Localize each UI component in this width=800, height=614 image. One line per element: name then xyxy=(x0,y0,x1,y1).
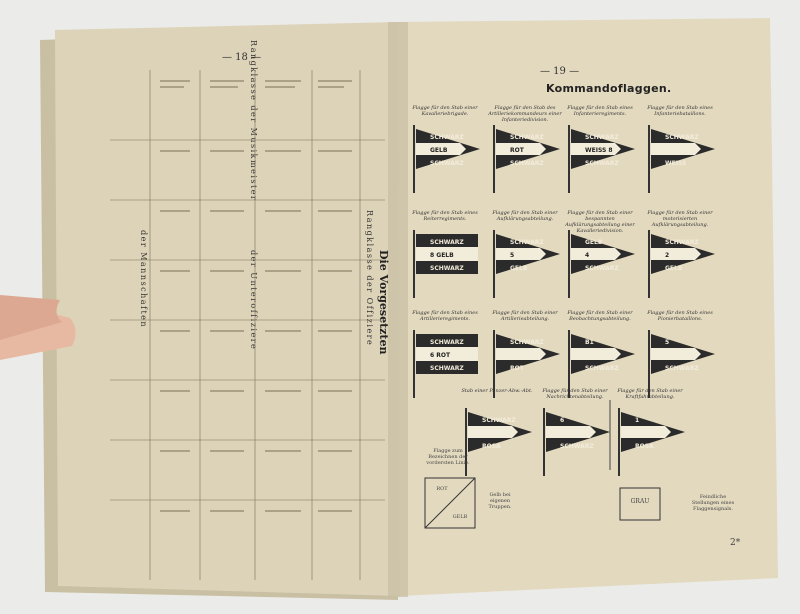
flag-label-top: SCHWARZ xyxy=(510,239,544,246)
flag-caption: Flagge für den Stab eines Reiterregiments. xyxy=(412,210,478,222)
flag-label-bot: SCHWARZ xyxy=(585,160,619,167)
flag-label-top: 1 xyxy=(635,417,640,424)
flag-caption: Flagge für den Stab eines Infanterieregiments. xyxy=(567,105,633,117)
flag-label-top: SCHWARZ xyxy=(430,134,464,141)
flag-label-top: 5 xyxy=(665,339,670,346)
right-page-title: Kommandoflaggen. xyxy=(546,82,672,95)
flag-caption: Flagge für den Stab eines Pionierbataillons. xyxy=(647,310,713,322)
section-music: Rangklasse der Musikmeister xyxy=(249,40,258,202)
flag-label-mid: 5 xyxy=(510,252,515,259)
flag-label-mid: GELB xyxy=(430,147,448,154)
square1-note: Gelb bei eigenen Truppen. xyxy=(488,492,512,510)
right-page-number: — 19 — xyxy=(540,66,580,77)
flag-label-bot: SCHWARZ xyxy=(585,365,619,372)
flag-label-top: SCHWARZ xyxy=(430,239,464,246)
flag-label-top: SCHWARZ xyxy=(665,239,699,246)
flag-label-mid: ROT xyxy=(510,147,524,154)
flag-caption: Flagge für den Stab einer bespannten Aufklärungsabteilung einer Kavalleriedivision. xyxy=(565,210,635,234)
flag-label-top: SCHWARZ xyxy=(585,134,619,141)
square2-label: GRAU xyxy=(630,498,650,505)
flag-caption: Flagge für den Stab des Artilleriekommandeurs einer Infanteriedivision. xyxy=(488,105,562,123)
flag-label-bot: SCHWARZ xyxy=(665,365,699,372)
left-page-number: — 18 — xyxy=(222,52,262,63)
frontline-caption: Flagge zum Bezeichnen der vordersten Linie. xyxy=(426,448,470,466)
flag-label-top: SCHWARZ xyxy=(482,417,516,424)
flag-caption: Flagge für den Stab einer Artillerieabteilung. xyxy=(492,310,558,322)
flag-label-bot: SCHWARZ xyxy=(560,443,594,450)
flag-label-bot: ROSA xyxy=(482,443,501,450)
flag-label-mid: 8 GELB xyxy=(430,252,454,259)
flag-label-mid: 6 ROT xyxy=(430,352,451,359)
flag-caption: Flagge für den Stab einer Kavalleriebrigade. xyxy=(412,105,478,117)
section-officers: Rangklasse der Offiziere xyxy=(365,210,374,347)
flag-label-top: SCHWARZ xyxy=(510,339,544,346)
left-page-title: Die Vorgesetzten xyxy=(377,250,390,355)
flag-label-top: 6 xyxy=(560,417,565,424)
flag-caption: Flagge für den Stab eines Artillerieregiments. xyxy=(412,310,478,322)
flag-label-top: B1 xyxy=(585,339,594,346)
flag-caption: Flagge für den Stab einer Aufklärungsabteilung. xyxy=(492,210,558,222)
flag-caption: Flagge für den Stab einer Nachrichtenabteilung. xyxy=(542,388,608,400)
square1-bottom-label: GELB xyxy=(452,514,468,520)
flag-label-bot: WEISS xyxy=(665,160,687,167)
flag-label-top: SCHWARZ xyxy=(430,339,464,346)
flag-label-mid: 4 xyxy=(585,252,590,259)
section-nco: der Unteroffiziere xyxy=(249,250,258,351)
section-men: der Mannschaften xyxy=(139,230,148,329)
flag-caption: Flagge für den Stab eines Infanteriebataillons. xyxy=(647,105,713,117)
flag-label-mid: 2 xyxy=(665,252,670,259)
flag-label-bot: ROT xyxy=(510,365,524,372)
flag-label-bot: SCHWARZ xyxy=(585,265,619,272)
flag-label-bot: SCHWARZ xyxy=(430,160,464,167)
flag-label-top: SCHWARZ xyxy=(510,134,544,141)
flag-caption: Flagge für den Stab einer Beobachtungsabteilung. xyxy=(567,310,633,322)
flag-caption: Flagge für den Stab einer Kraftfahrabteilung. xyxy=(617,388,683,400)
flag-label-top: SCHWARZ xyxy=(665,134,699,141)
flag-label-bot: SCHWARZ xyxy=(510,160,544,167)
flag-label-mid: WEISS 8 xyxy=(585,147,613,154)
page-footer: 2* xyxy=(730,538,741,548)
square2-note: Feindliche Stellungen eines Flaggensignals. xyxy=(691,494,735,512)
flag-label-bot: GELB xyxy=(665,265,683,272)
flag-caption: Stab einer Panzer-Abw.-Abt. xyxy=(461,388,533,394)
flag-label-bot: GELB xyxy=(510,265,528,272)
flag-caption: Flagge für den Stab einer motorisierten Aufklärungsabteilung. xyxy=(647,210,713,228)
flag-label-bot: SCHWARZ xyxy=(430,365,464,372)
square1-top-label: ROT xyxy=(436,486,448,492)
flag-label-top: GELB xyxy=(585,239,603,246)
flag-label-bot: ROSA xyxy=(635,443,654,450)
flag-label-bot: SCHWARZ xyxy=(430,265,464,272)
